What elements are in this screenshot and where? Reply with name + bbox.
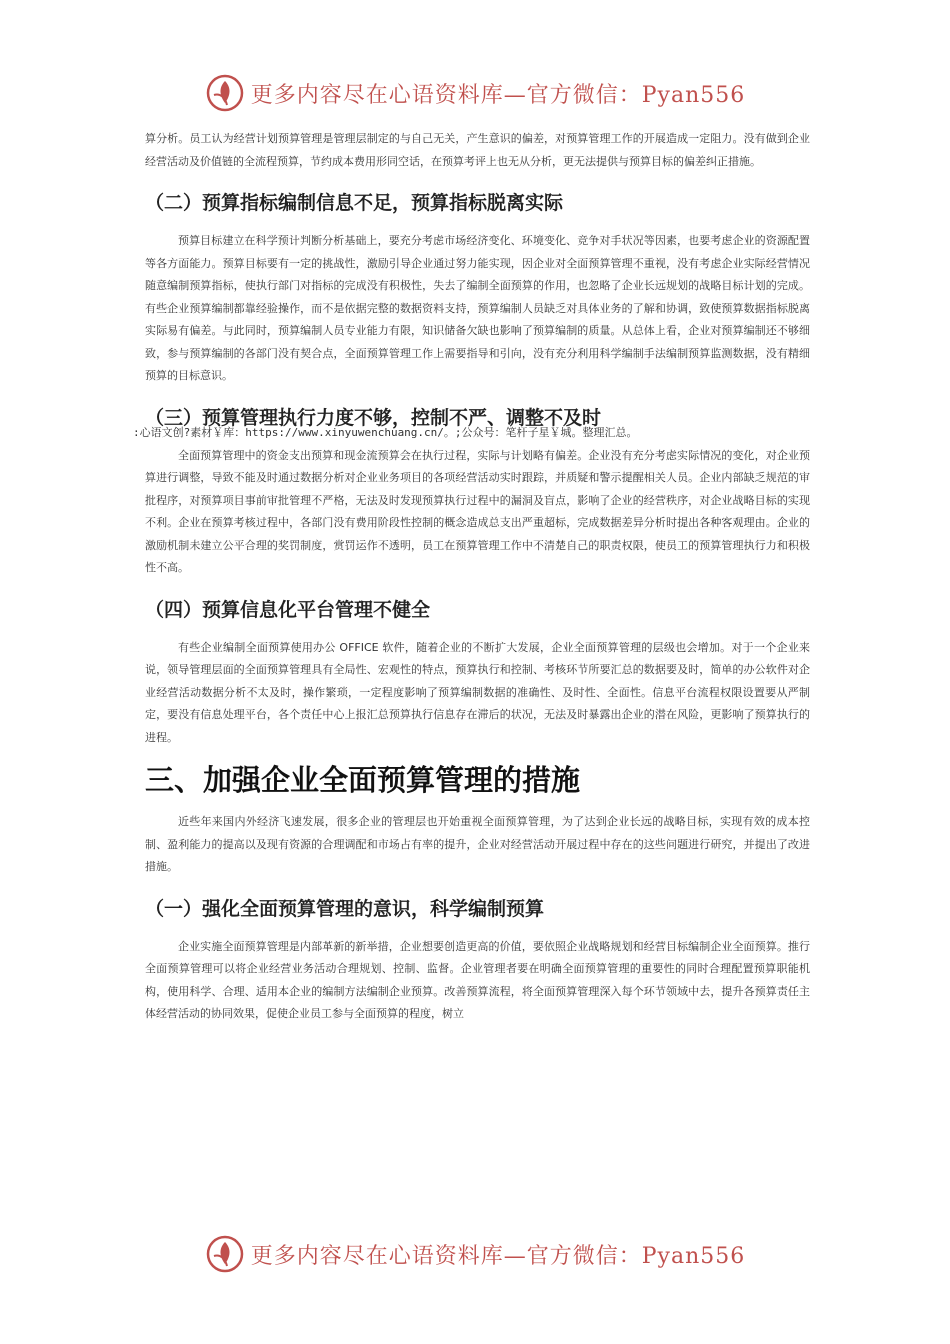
paragraph: 近些年来国内外经济飞速发展，很多企业的管理层也开始重视全面预算管理，为了达到企业长远的战略目标，实现有效的成本控制、盈利能力的提高以及现有资源的合理调配和市场占有率的提升，企业对经营活动开展过程中存在的这些问题进行研究，并提出了改进措施。 xyxy=(145,815,810,873)
document-body xyxy=(145,128,810,1026)
paragraph: 企业实施全面预算管理是内部革新的新举措，企业想要创造更高的价值，要依照企业战略规划和经营目标编制企业全面预算。推行全面预算管理可以将企业经营业务活动合理规划、控制、监督。企业管理者要在明确全面预算管理的重要性的同时合理配置预算职能机构，使用科学、合理、适用本企业的编制方法编制企业预算。改善预算流程，将全面预算管理深入每个环节领域中去，提升各预算责任主体经营活动的协同效果，促使企业员工参与全面预算的程度，树立 xyxy=(145,939,810,1020)
section-heading: （四）预算信息化平台管理不健全 xyxy=(145,598,431,621)
banner-text: 更多内容尽在心语资料库—官方微信：Pyan556 xyxy=(250,82,746,108)
section-heading: （三）预算管理执行力度不够，控制不严、调整不及时 xyxy=(145,406,602,429)
banner-text: 更多内容尽在心语资料库—官方微信：Pyan556 xyxy=(250,1243,746,1269)
footer-banner xyxy=(0,1231,950,1277)
watermark-line: :心语文创?素材￥库：https://www.xinyuwenchuang.cn/。;公众号：笔杆子星￥城。整理汇总。 xyxy=(133,426,638,439)
paragraph: 预算目标建立在科学预计判断分析基础上，要充分考虑市场经济变化、环境变化、竞争对手状况等因素，也要考虑企业的资源配置等各方面能力。预算目标要有一定的挑战性，激励引导企业通过努力能实现，因企业对全面预算管理不重视，没有考虑企业实际经营情况随意编制预算指标，使执行部门对指标的完成没有积极性，失去了编制全面预算的作用，也忽略了企业长远规划的战略目标计划的完成。有些企业预算编制都靠经验操作，而不是依据完整的数据资料支持，预算编制人员缺乏对具体业务的了解和协调，致使预算数据指标脱离实际易有偏差。与此同时，预算编制人员专业能力有限，知识储备欠缺也影响了预算编制的质量。从总体上看，企业对预算编制还不够细致，参与预算编制的各部门没有契合点，全面预算管理工作上需要指导和引向，没有充分利用科学编制手法编制预算监测数据，没有精细预算的目标意识。 xyxy=(145,234,810,382)
section-heading: （一）强化全面预算管理的意识，科学编制预算 xyxy=(145,897,545,920)
paragraph: 全面预算管理中的资金支出预算和现金流预算会在执行过程，实际与计划略有偏差。企业没有充分考虑实际情况的变化，对企业预算进行调整，导致不能及时通过数据分析对企业业务项目的各项经营活动实时跟踪，并质疑和警示提醒相关人员。企业内部缺乏规范的审批程序，对预算项目事前审批管理不严格，无法及时发现预算执行过程中的漏洞及盲点，影响了企业的经营秩序，对企业战略目标的实现不利。企业在预算考核过程中，各部门没有费用阶段性控制的概念造成总支出严重超标，完成数据差异分析时提出各种客观理由。企业的激励机制未建立公平合理的奖罚制度，赏罚运作不透明，员工在预算管理工作中不清楚自己的职责权限，使员工的预算管理执行力和积极性不高。 xyxy=(145,448,810,574)
flower-logo-icon xyxy=(205,1234,245,1274)
paragraph: 有些企业编制全面预算使用办公 OFFICE 软件，随着企业的不断扩大发展，企业全面预算管理的层级也会增加。对于一个企业来说，领导管理层面的全面预算管理具有全局性、宏观性的特点，预算执行和控制、考核环节所要汇总的数据要及时，简单的办公软件对企业经营活动数据分析不太及时，操作繁琐，一定程度影响了预算编制数据的准确性、及时性、全面性。信息平台流程权限设置要从严制定，要没有信息处理平台，各个责任中心上报汇总预算执行信息存在滞后的状况，无法及时暴露出企业的潜在风险，更影响了预算执行的进程。 xyxy=(145,640,810,744)
chapter-heading: 三、加强企业全面预算管理的措施 xyxy=(145,763,581,797)
paragraph: 算分析。员工认为经营计划预算管理是管理层制定的与自己无关，产生意识的偏差，对预算管理工作的开展造成一定阻力。没有做到企业经营活动及价值链的全流程预算，节约成本费用形同空话，在预算考评上也无从分析，更无法提供与预算目标的偏差纠正措施。 xyxy=(145,132,810,168)
section-heading: （二）预算指标编制信息不足，预算指标脱离实际 xyxy=(145,192,564,214)
header-banner xyxy=(0,70,950,116)
flower-logo-icon xyxy=(205,73,245,113)
